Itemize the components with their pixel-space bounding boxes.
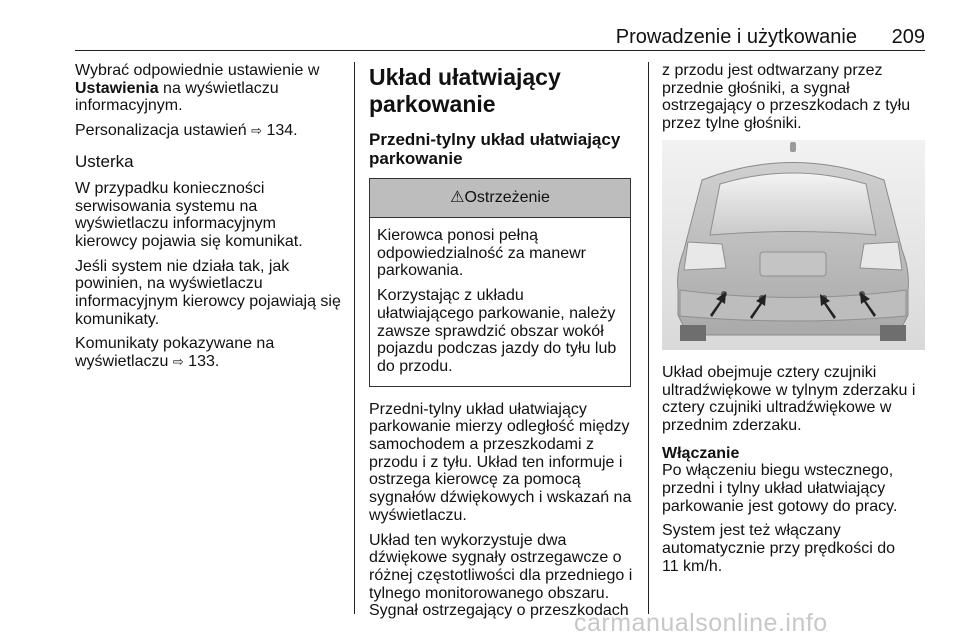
text-line: informacyjnym kierowcy pojawiają się <box>75 293 341 311</box>
paragraph <box>75 180 345 251</box>
text-line: samochodem a przeszkodami z <box>369 436 594 454</box>
paragraph <box>75 122 345 140</box>
menu-term: Ustawienia <box>75 79 159 97</box>
text-line: Sygnał ostrzegający o przeszkodach <box>369 602 629 620</box>
column-middle <box>369 64 633 627</box>
paragraph <box>369 401 633 525</box>
text-line: Wybrać odpowiednie ustawienie w <box>75 62 320 79</box>
text-line: na wyświetlaczu <box>158 79 279 97</box>
text-line: ułatwiającego parkowanie, należy <box>377 304 616 322</box>
text-line: Po włączeniu biegu wstecznego, <box>662 462 894 480</box>
watermark: carmanualsonline.info <box>574 609 828 637</box>
title-line: Układ ułatwiający <box>369 64 561 90</box>
text-line: wyświetlaczu. <box>369 506 467 524</box>
text-line: ostrzegający o przeszkodach z tyłu <box>662 97 911 115</box>
car-rear-sensors-icon <box>662 140 925 350</box>
paragraph <box>662 62 925 133</box>
text-line: Jeśli system nie działa tak, jak <box>75 257 290 275</box>
text-line: parkowanie mierzy odległość między <box>369 418 630 436</box>
paragraph <box>75 62 345 115</box>
car-rear-sensors-image <box>662 140 925 350</box>
text-line: wyświetlaczu informacyjnym <box>75 215 276 233</box>
text-line: cztery czujniki ultradźwiękowe w <box>662 399 892 417</box>
text-line: Przedni-tylny układ ułatwiający <box>369 400 587 418</box>
title-line: Przedni-tylny układ ułatwiający <box>369 130 621 149</box>
chapter-title: Prowadzenie i użytkowanie <box>615 26 857 48</box>
paragraph <box>377 287 623 376</box>
subsection-title <box>369 130 633 168</box>
text-line: przednim zderzaku. <box>662 416 802 434</box>
text-line: Układ obejmuje cztery czujniki <box>662 363 877 381</box>
text-line: przedni i tylny układ ułatwiający <box>662 480 886 498</box>
text-line: sygnałów dźwiękowych i wskazań na <box>369 489 632 507</box>
text-line: Personalizacja ustawień <box>75 122 252 140</box>
column-divider <box>648 62 649 614</box>
page-reference: 134. <box>262 122 298 140</box>
warning-body <box>370 218 630 386</box>
text-line: Korzystając z układu <box>377 287 524 305</box>
text-line: dźwiękowe sygnały ostrzegawcze o <box>369 549 622 567</box>
paragraph <box>662 462 925 515</box>
paragraph <box>369 532 633 621</box>
paragraph <box>662 364 925 435</box>
page-reference: 133. <box>183 353 220 371</box>
text-line: z przodu jest odtwarzany przez <box>662 62 883 79</box>
paragraph <box>377 227 623 280</box>
paragraph <box>75 258 345 329</box>
warning-title: Ostrzeżenie <box>464 189 550 206</box>
text-line: Układ ten wykorzystuje dwa <box>369 531 567 549</box>
arrow-ref-icon: ⇨ <box>251 123 262 139</box>
text-line: Kierowca ponosi pełną <box>377 227 538 244</box>
text-line: różnej częstotliwości dla przedniego i <box>369 566 633 584</box>
text-line: informacyjnym. <box>75 97 183 115</box>
title-line: parkowanie <box>369 149 463 168</box>
paragraph <box>75 335 345 370</box>
section-heading: Usterka <box>75 151 134 171</box>
column-divider <box>354 62 355 614</box>
text-line: do przodu. <box>377 357 453 375</box>
text-line: przednie głośniki, a sygnał <box>662 79 850 97</box>
warning-header <box>370 179 630 218</box>
text-line: przodu i z tyłu. Układ ten informuje i <box>369 453 623 471</box>
text-line: pojazdu podczas jazdy do tyłu lub <box>377 340 617 358</box>
text-line: zawsze sprawdzić obszar wokół <box>377 322 604 340</box>
text-line: parkowania. <box>377 262 464 280</box>
text-line: serwisowania systemu na <box>75 197 258 215</box>
text-line: komunikaty. <box>75 310 160 328</box>
column-left <box>75 62 345 378</box>
text-line: odpowiedzialność za manewr <box>377 244 586 262</box>
section-title <box>369 64 633 118</box>
column-right <box>662 62 925 583</box>
page-number: 209 <box>891 26 925 48</box>
text-line: Komunikaty pokazywane na <box>75 335 275 353</box>
text-line: tylnego monitorowanego obszaru. <box>369 584 610 602</box>
text-line: 11 km/h. <box>662 557 723 575</box>
paragraph <box>662 522 925 575</box>
arrow-ref-icon: ⇨ <box>172 354 184 370</box>
warning-triangle-icon: ⚠ <box>450 189 465 206</box>
text-line: W przypadku konieczności <box>75 179 265 197</box>
title-line: parkowanie <box>369 91 496 117</box>
text-line: kierowcy pojawia się komunikat. <box>75 232 303 250</box>
text-line: ostrzega kierowcę za pomocą <box>369 471 581 489</box>
text-line: automatycznie przy prędkości do <box>662 540 895 558</box>
text-line: wyświetlaczu <box>75 353 173 371</box>
section-heading: Włączanie <box>662 444 740 462</box>
text-line: parkowanie jest gotowy do pracy. <box>662 497 898 515</box>
text-line: System jest też włączany <box>662 522 841 540</box>
warning-box <box>369 178 631 387</box>
text-line: ultradźwiękowe w tylnym zderzaku i <box>662 381 916 399</box>
text-line: przez tylne głośniki. <box>662 115 802 133</box>
page-header <box>75 26 925 51</box>
text-line: powinien, na wyświetlaczu <box>75 275 263 293</box>
